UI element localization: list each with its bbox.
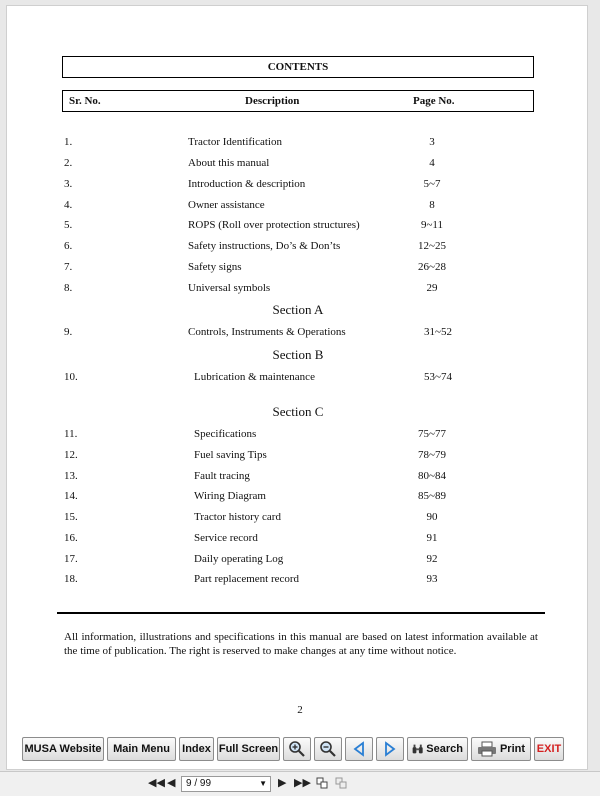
toc-no: 11. xyxy=(64,428,78,440)
toc-no: 15. xyxy=(64,511,78,523)
toc-row xyxy=(7,426,589,442)
toc-row xyxy=(7,259,589,275)
toc-desc: Wiring Diagram xyxy=(194,490,266,502)
toc-row xyxy=(7,197,589,213)
toc-no: 14. xyxy=(64,490,78,502)
toc-desc: Fault tracing xyxy=(194,470,250,482)
section-a-heading: Section A xyxy=(272,302,324,317)
full-screen-button[interactable]: Full Screen xyxy=(217,737,280,761)
toc-page: 53~74 xyxy=(424,371,452,383)
toc-page: 12~25 xyxy=(418,240,446,252)
print-label: Print xyxy=(499,743,526,755)
toc-row xyxy=(7,447,589,463)
section-c-heading: Section C xyxy=(272,404,324,419)
toc-desc: Lubrication & maintenance xyxy=(194,371,315,383)
toc-page: 80~84 xyxy=(418,470,446,482)
last-page-icon[interactable]: ▶▶ xyxy=(294,777,311,789)
toc-row xyxy=(7,217,589,233)
page-layout-icon[interactable] xyxy=(316,777,328,792)
toc-no: 7. xyxy=(64,261,73,273)
toc-row xyxy=(7,238,589,254)
zoom-in-icon xyxy=(288,740,306,758)
page-selector[interactable] xyxy=(181,776,271,792)
previous-page-button[interactable] xyxy=(345,737,373,761)
search-button[interactable] xyxy=(407,737,468,761)
toc-no: 3. xyxy=(64,178,73,190)
two-page-icon[interactable] xyxy=(335,777,347,792)
toc-no: 8. xyxy=(64,282,73,294)
toc-no: 2. xyxy=(64,157,73,169)
toc-no: 12. xyxy=(64,449,78,461)
zoom-in-button[interactable] xyxy=(283,737,311,761)
toc-desc: Controls, Instruments & Operations xyxy=(188,326,346,338)
viewer-toolbar xyxy=(22,737,564,761)
toc-row xyxy=(7,488,589,504)
toc-no: 17. xyxy=(64,553,78,565)
page-selector-value: 9 / 99 xyxy=(186,778,212,789)
musa-website-button[interactable]: MUSA Website xyxy=(22,737,104,761)
printer-icon xyxy=(477,741,497,757)
toc-page: 92 xyxy=(426,553,438,565)
toc-row xyxy=(7,324,589,340)
toc-page: 8 xyxy=(429,199,435,211)
toc-no: 18. xyxy=(64,573,78,585)
toc-page: 9~11 xyxy=(420,219,444,231)
disclaimer-text: All information, illustrations and specifications in this manual are based on latest information available at the time of publication. The right is reserved to make changes at any time without notice. xyxy=(64,631,538,657)
first-page-icon[interactable]: ◀◀ xyxy=(148,777,165,789)
toc-no: 1. xyxy=(64,136,73,148)
column-header-box xyxy=(62,90,534,112)
toc-no: 16. xyxy=(64,532,78,544)
toc-row xyxy=(7,155,589,171)
toc-desc: Service record xyxy=(194,532,258,544)
toc-no: 5. xyxy=(64,219,73,231)
toc-no: 6. xyxy=(64,240,73,252)
toc-row xyxy=(7,530,589,546)
zoom-out-icon xyxy=(319,740,337,758)
exit-button[interactable]: EXIT xyxy=(534,737,564,761)
section-b-heading: Section B xyxy=(272,347,324,362)
toc-desc: ROPS (Roll over protection structures) xyxy=(188,219,360,231)
toc-desc: About this manual xyxy=(188,157,270,169)
next-page-icon[interactable]: ▶ xyxy=(278,777,287,789)
search-label: Search xyxy=(426,743,463,755)
index-button[interactable]: Index xyxy=(179,737,214,761)
column-sr-no: Sr. No. xyxy=(69,95,101,107)
toc-page: 91 xyxy=(426,532,438,544)
toc-page: 90 xyxy=(426,511,438,523)
toc-page: 26~28 xyxy=(418,261,446,273)
toc-no: 4. xyxy=(64,199,73,211)
divider-rule xyxy=(57,612,545,614)
toc-page: 4 xyxy=(429,157,435,169)
toc-row xyxy=(7,509,589,525)
toc-no: 10. xyxy=(64,371,78,383)
toc-desc: Universal symbols xyxy=(188,282,271,294)
toc-row xyxy=(7,369,589,385)
toc-page: 85~89 xyxy=(418,490,446,502)
toc-page: 31~52 xyxy=(424,326,452,338)
toc-row xyxy=(7,134,589,150)
toc-desc: Specifications xyxy=(194,428,257,440)
toc-page: 75~77 xyxy=(418,428,446,440)
toc-page: 29 xyxy=(426,282,438,294)
toc-desc: Fuel saving Tips xyxy=(194,449,267,461)
toc-desc: Tractor history card xyxy=(194,511,281,523)
toc-row xyxy=(7,468,589,484)
toc-row xyxy=(7,280,589,296)
column-page-no: Page No. xyxy=(413,95,455,107)
zoom-out-button[interactable] xyxy=(314,737,342,761)
toc-desc: Part replacement record xyxy=(194,573,300,585)
arrow-left-icon xyxy=(352,741,366,757)
toc-row xyxy=(7,571,589,587)
toc-page: 93 xyxy=(426,573,438,585)
binoculars-icon xyxy=(412,741,423,757)
print-button[interactable] xyxy=(471,737,531,761)
document-page xyxy=(6,5,588,770)
page-number: 2 xyxy=(297,704,303,716)
toc-desc: Safety signs xyxy=(188,261,242,273)
toc-desc: Introduction & description xyxy=(188,178,306,190)
toc-no: 9. xyxy=(64,326,73,338)
column-description: Description xyxy=(245,95,300,107)
main-menu-button[interactable]: Main Menu xyxy=(107,737,176,761)
toc-page: 78~79 xyxy=(418,449,446,461)
toc-desc: Tractor Identification xyxy=(188,136,282,148)
toc-row xyxy=(7,551,589,567)
contents-title: CONTENTS xyxy=(62,56,534,78)
chevron-down-icon: ▼ xyxy=(259,779,267,788)
toc-page: 5~7 xyxy=(423,178,441,190)
toc-desc: Owner assistance xyxy=(188,199,265,211)
next-page-button[interactable] xyxy=(376,737,404,761)
toc-desc: Daily operating Log xyxy=(194,553,284,565)
toc-page: 3 xyxy=(429,136,435,148)
previous-page-icon[interactable]: ◀ xyxy=(167,777,176,789)
viewer-statusbar xyxy=(0,771,600,796)
toc-row xyxy=(7,176,589,192)
arrow-right-icon xyxy=(383,741,397,757)
toc-no: 13. xyxy=(64,470,78,482)
toc-desc: Safety instructions, Do’s & Don’ts xyxy=(188,240,341,252)
